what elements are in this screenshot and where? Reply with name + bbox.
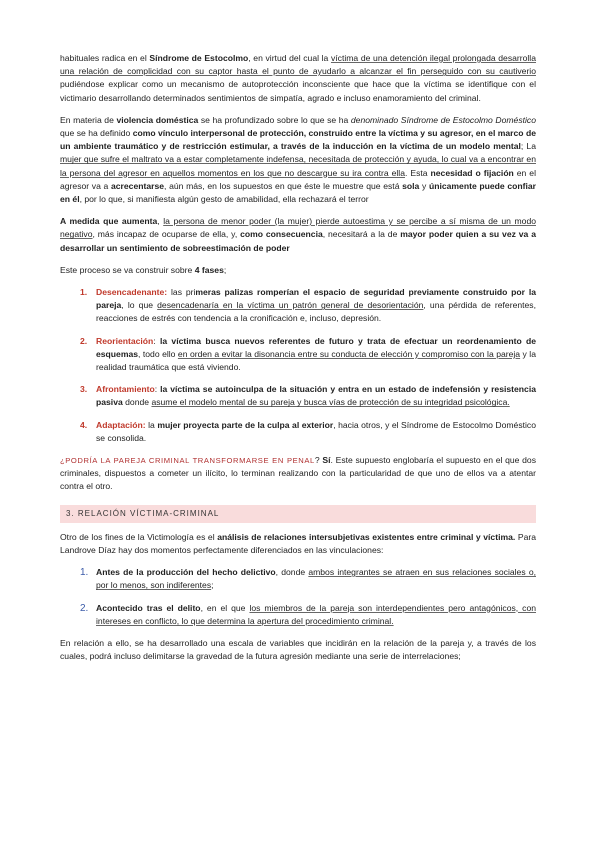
bold-text: Sí xyxy=(322,455,331,466)
text: habituales radica en el xyxy=(60,53,150,63)
text: y la realidad traumática que está viviendo. xyxy=(96,348,536,373)
text: ; xyxy=(223,264,227,275)
text: En relación a ello, se ha desarrollado una escala de variables que incidirán en la relación de la pareja y, a través de los cuales, podrá incluso delimitarse la gravedad de la futura agresión mediante una serie de interrelaciones; xyxy=(60,637,536,662)
text: , donde xyxy=(275,567,309,578)
text: las pri xyxy=(167,287,196,298)
text: ; La xyxy=(520,141,536,152)
bold-text: mujer proyecta parte de la culpa al exterior xyxy=(157,419,334,430)
text: . Esta xyxy=(405,167,431,178)
bold-text: violencia doméstica xyxy=(116,114,199,125)
bold-text: 4 fases xyxy=(194,264,224,275)
text: que se ha definido xyxy=(60,128,133,139)
bold-text: sola xyxy=(402,180,420,191)
phase-label: Afrontamiento xyxy=(96,384,155,395)
underlined-text: desencadenaría en la víctima un patrón general de desorientación xyxy=(157,300,424,311)
bold-text: Acontecido tras el delito xyxy=(96,602,201,613)
text: y xyxy=(419,180,429,191)
text: , hacia otros, y el Síndrome de Estocolmo Doméstico se consolida. xyxy=(96,419,536,443)
text: , aún más, en los supuestos en que éste le muestre que está xyxy=(164,180,403,191)
underlined-text: mujer que sufre el maltrato va a estar completamente indefensa, necesitada de protección y ayuda, lo cual va a encontrar en la persona del agresor en aquellos momentos en los que no descargue su ira contra ella xyxy=(60,154,536,178)
document-page xyxy=(60,52,536,663)
list-item xyxy=(60,602,536,628)
paragraph-stockholm xyxy=(60,52,536,105)
italic-text: denominado Síndrome de Estocolmo Doméstico xyxy=(350,114,536,125)
list-number: 3. xyxy=(80,384,88,395)
list-item xyxy=(60,383,536,409)
text: , xyxy=(157,216,164,227)
bold-text: como vínculo interpersonal de protección, construido entre la víctima y su agresor, en el marco de un ambiente traumático y de restricción estimular, a través de la inducción en la víctima de un modelo mental xyxy=(60,128,536,152)
paragraph-phases-intro xyxy=(60,264,536,277)
underlined-text: la persona de menor poder (la mujer) pierde autoestima y se percibe a sí misma de un modo negativo xyxy=(60,216,536,240)
text: se ha profundizado sobre lo que se ha xyxy=(198,114,351,125)
bold-text: Síndrome de Estocolmo xyxy=(149,53,249,63)
text: , todo ello xyxy=(138,348,178,359)
bold-text: necesidad o fijación xyxy=(430,167,514,178)
paragraph-power xyxy=(60,215,536,255)
bold-text: análisis de relaciones intersubjetivas existentes entre criminal y víctima. xyxy=(217,531,516,542)
bold-text: mayor poder quien a su vez va a desarrollar un sentimiento de sobreestimación de poder xyxy=(60,229,536,253)
phase-label: Adaptación: xyxy=(96,419,146,430)
bold-text: la víctima se autoinculpa de la situación y entra en un estado de indefensión y resistencia pasiva xyxy=(96,384,536,408)
list-item xyxy=(60,419,536,445)
text: la xyxy=(145,419,158,430)
underlined-text: víctima de una detención ilegal prolongada desarrolla una relación de complicidad con su captor hasta el punto de ayudarlo a alcanzar el fin perseguido con su cautiverio xyxy=(60,53,536,77)
text: donde xyxy=(122,397,152,408)
phase-label: Desencadenante: xyxy=(96,287,168,298)
phase-label: Reorientación xyxy=(96,335,154,346)
text: . Este supuesto englobaría el supuesto en el que dos criminales, dispuestos a cometer un ilícito, lo terminan realizando con la particularidad de que uno de ellos va a atentar contra el otro. xyxy=(60,455,537,492)
bold-text: A medida que aumenta xyxy=(60,216,158,227)
bold-text: meras palizas romperían el espacio de seguridad previamente construido por la pareja xyxy=(96,287,536,311)
section-heading: 3. RELACIÓN VÍCTIMA-CRIMINAL xyxy=(60,505,536,523)
list-number: 1. xyxy=(80,567,89,579)
paragraph-victimology xyxy=(60,531,536,557)
list-item xyxy=(60,286,536,326)
paragraph-domestic-violence xyxy=(60,114,536,206)
bold-text: Antes de la producción del hecho delictivo xyxy=(96,567,276,578)
text: pudiéndose explicar como un mecanismo de autoprotección inconsciente que hace que la víctima se identifique con el victimario desarrollando determinados sentimientos de simpatía, agrado e incluso enamoramiento del criminal. xyxy=(60,79,536,103)
underlined-text: los miembros de la pareja son interdependientes pero antagónicos, con intereses en conflicto, lo que determina la apertura del procedimiento criminal. xyxy=(96,602,536,626)
bold-text: la víctima busca nuevos referentes de futuro y trata de efectuar un reordenamiento de esquemas xyxy=(96,335,536,359)
bold-text: como consecuencia xyxy=(240,229,323,240)
bold-text: acrecentarse xyxy=(110,180,165,191)
text: , lo que xyxy=(121,300,158,311)
text: En materia de xyxy=(60,114,117,125)
list-item xyxy=(60,566,536,592)
text: Para Landrove Díaz hay dos momentos perfectamente diferenciados en las vinculaciones: xyxy=(60,531,537,555)
text: : xyxy=(153,335,160,346)
text: Este proceso se va construir sobre xyxy=(60,264,195,275)
paragraph-variables xyxy=(60,637,536,663)
text: ; xyxy=(211,580,214,591)
phases-list xyxy=(60,286,536,445)
underlined-text: asume el modelo mental de su pareja y busca vías de protección de su integridad psicológica. xyxy=(151,397,510,408)
moments-list xyxy=(60,566,536,628)
text: Otro de los fines de la Victimología es el xyxy=(60,531,218,542)
underlined-text: ambos integrantes se atraen en sus relaciones sociales o, por lo menos, son indiferentes xyxy=(96,567,536,591)
list-item xyxy=(60,335,536,375)
text: , en el que xyxy=(200,602,250,613)
list-number: 1. xyxy=(80,287,88,298)
list-number: 4. xyxy=(80,419,88,430)
text: : xyxy=(154,384,161,395)
text: , una pérdida de referentes, reacciones de estrés con tendencia a la cronificación e, incluso, depresión. xyxy=(96,300,536,324)
underlined-text: en orden a evitar la disonancia entre su conducta de elección y compromiso con la pareja xyxy=(177,348,521,359)
text: , por lo que, si manifiesta algún gesto de amabilidad, ella rechazará el terror xyxy=(79,194,369,205)
text: , necesitará a la de xyxy=(322,229,401,240)
text: ? xyxy=(314,455,323,466)
bold-text: únicamente puede confiar en él xyxy=(60,180,537,205)
paragraph-criminal-couple xyxy=(60,454,536,494)
text: , en virtud del cual la xyxy=(248,53,331,63)
list-number: 2. xyxy=(80,602,89,614)
text: , más incapaz de ocuparse de ella, y, xyxy=(92,229,241,240)
question-text: ¿PODRÍA LA PAREJA CRIMINAL TRANSFORMARSE EN PENAL xyxy=(60,456,315,466)
text: en el agresor va a xyxy=(60,167,536,191)
list-number: 2. xyxy=(80,335,88,346)
